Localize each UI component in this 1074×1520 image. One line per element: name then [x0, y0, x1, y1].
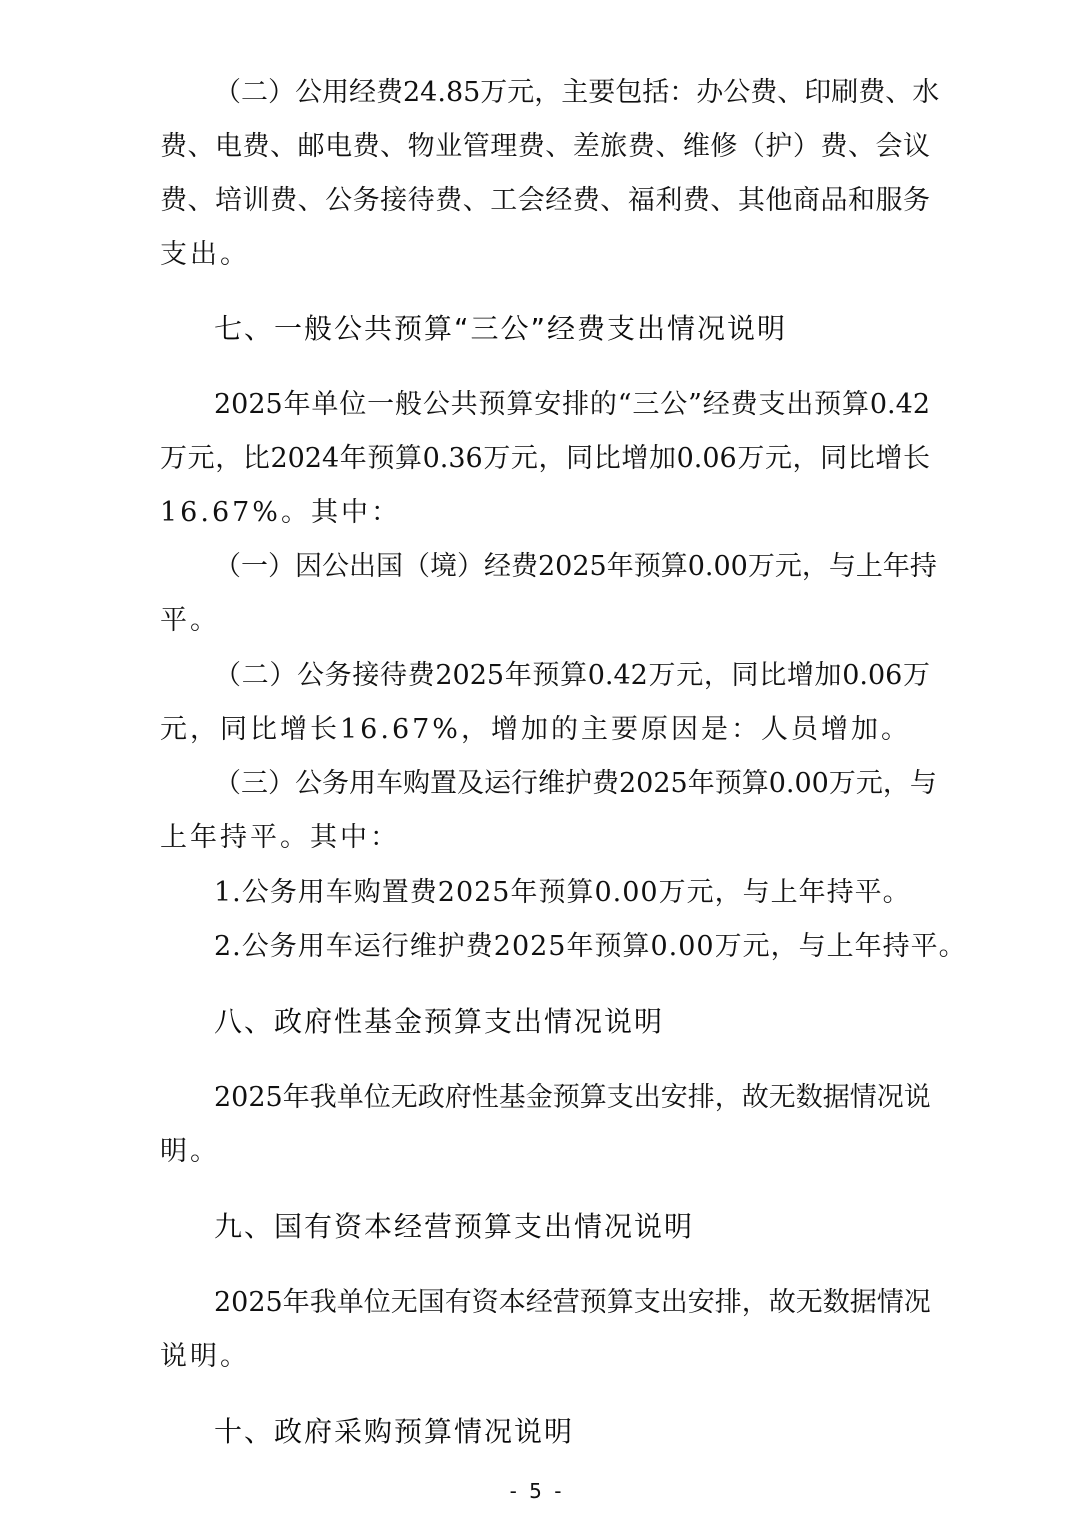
paragraph-line: 2025年我单位无政府性基金预算支出安排，故无数据情况说	[214, 1082, 931, 1113]
paragraph-line: （二）公用经费24.85万元，主要包括：办公费、印刷费、水	[214, 77, 940, 108]
paragraph-line: 说明。	[160, 1341, 250, 1372]
section-heading-eight: 八、政府性基金预算支出情况说明	[214, 1005, 665, 1038]
paragraph-line: 2025年我单位无国有资本经营预算支出安排，故无数据情况	[214, 1287, 931, 1318]
paragraph-line: （一）因公出国（境）经费2025年预算0.00万元，与上年持	[214, 551, 937, 582]
paragraph-line: 上年持平。其中：	[160, 822, 400, 853]
paragraph-line: 16.67%。其中：	[160, 497, 401, 528]
page-number: - 5 -	[509, 1479, 565, 1503]
paragraph-line: （三）公务用车购置及运行维护费2025年预算0.00万元，与	[214, 768, 937, 799]
paragraph-line: 支出。	[160, 239, 250, 270]
paragraph-line: 万元，比2024年预算0.36万元，同比增加0.06万元，同比增长	[160, 443, 930, 474]
paragraph-line: 平。	[160, 605, 220, 636]
paragraph-line: 明。	[160, 1136, 220, 1167]
vehicle-maintenance-item: 2.公务用车运行维护费2025年预算0.00万元，与上年持平。	[214, 931, 967, 962]
paragraph-line: 2025年单位一般公共预算安排的“三公”经费支出预算0.42	[214, 389, 930, 420]
paragraph-line: 费、培训费、公务接待费、工会经费、福利费、其他商品和服务	[160, 185, 930, 216]
section-heading-ten: 十、政府采购预算情况说明	[214, 1415, 575, 1448]
paragraph-line: （二）公务接待费2025年预算0.42万元，同比增加0.06万	[214, 660, 930, 691]
section-heading-seven: 七、一般公共预算“三公”经费支出情况说明	[214, 312, 788, 345]
section-heading-nine: 九、国有资本经营预算支出情况说明	[214, 1210, 695, 1243]
vehicle-purchase-item: 1.公务用车购置费2025年预算0.00万元，与上年持平。	[214, 877, 911, 908]
paragraph-line: 元，同比增长16.67%，增加的主要原因是：人员增加。	[160, 714, 911, 745]
paragraph-line: 费、电费、邮电费、物业管理费、差旅费、维修（护）费、会议	[160, 131, 930, 162]
